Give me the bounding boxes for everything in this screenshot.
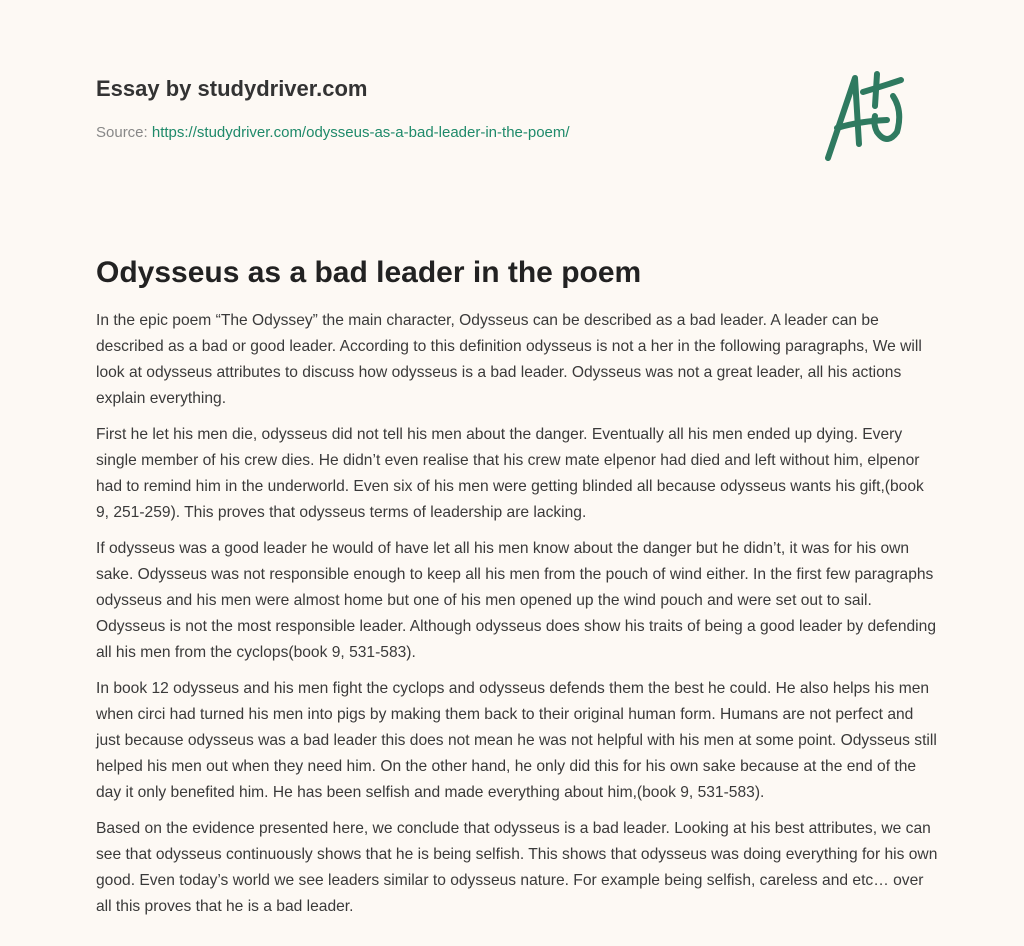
article-title: Odysseus as a bad leader in the poem <box>96 256 642 289</box>
paragraph: First he let his men die, odysseus did not tell his men about the danger. Eventually all his men ended up dying. Every single member of his crew dies. He didn’t even realise that his crew mate elpenor had died and left without him, elpenor had to remind him in the underworld. Even six of his men were getting blinded all because odysseus wants his gift,(book 9, 251-259). This proves that odysseus terms of leadership are lacking. <box>96 426 924 521</box>
a-plus-logo <box>815 66 930 166</box>
paragraph: Based on the evidence presented here, we conclude that odysseus is a bad leader. Looking at his best attributes, we can see that odysseus continuously shows that he is being selfish. This shows that odysseus was doing everything for his own good. Even today’s world we see leaders similar to odysseus nature. For example being selfish, careless and etc… over all this proves that he is a bad leader. <box>96 820 938 915</box>
paragraph: If odysseus was a good leader he would of have let all his men know about the danger but he didn’t, it was for his own sake. Odysseus was not responsible enough to keep all his men from the pouch of wind either. In the first few paragraphs odysseus and his men were almost home but one of his men opened up the wind pouch and were set out to sail. Odysseus is not the most responsible leader. Although odysseus does show his traits of being a good leader by defending all his men from the cyclops(book 9, 531-583). <box>96 540 936 661</box>
article-body-text <box>96 308 938 930</box>
source-link[interactable]: https://studydriver.com/odysseus-as-a-bad-leader-in-the-poem/ <box>151 124 570 141</box>
site-brand: Essay by studydriver.com <box>96 76 368 101</box>
source-label: Source: <box>96 124 148 141</box>
source-line <box>96 124 570 141</box>
paragraph: In the epic poem “The Odyssey” the main character, Odysseus can be described as a bad leader. A leader can be described as a bad or good leader. According to this definition odysseus is not a her in the following paragraphs, We will look at odysseus attributes to discuss how odysseus is a bad leader. Odysseus was not a great leader, all his actions explain everything. <box>96 312 922 407</box>
paragraph: In book 12 odysseus and his men fight the cyclops and odysseus defends them the best he could. He also helps his men when circi had turned his men into pigs by making them back to their original human form. Humans are not perfect and just because odysseus was a bad leader this does not mean he was not helpful with his men at some point. Odysseus still helped his men out when they need him. On the other hand, he only did this for his own sake because at the end of the day it only benefited him. He has been selfish and made everything about him,(book 9, 531-583). <box>96 680 937 801</box>
